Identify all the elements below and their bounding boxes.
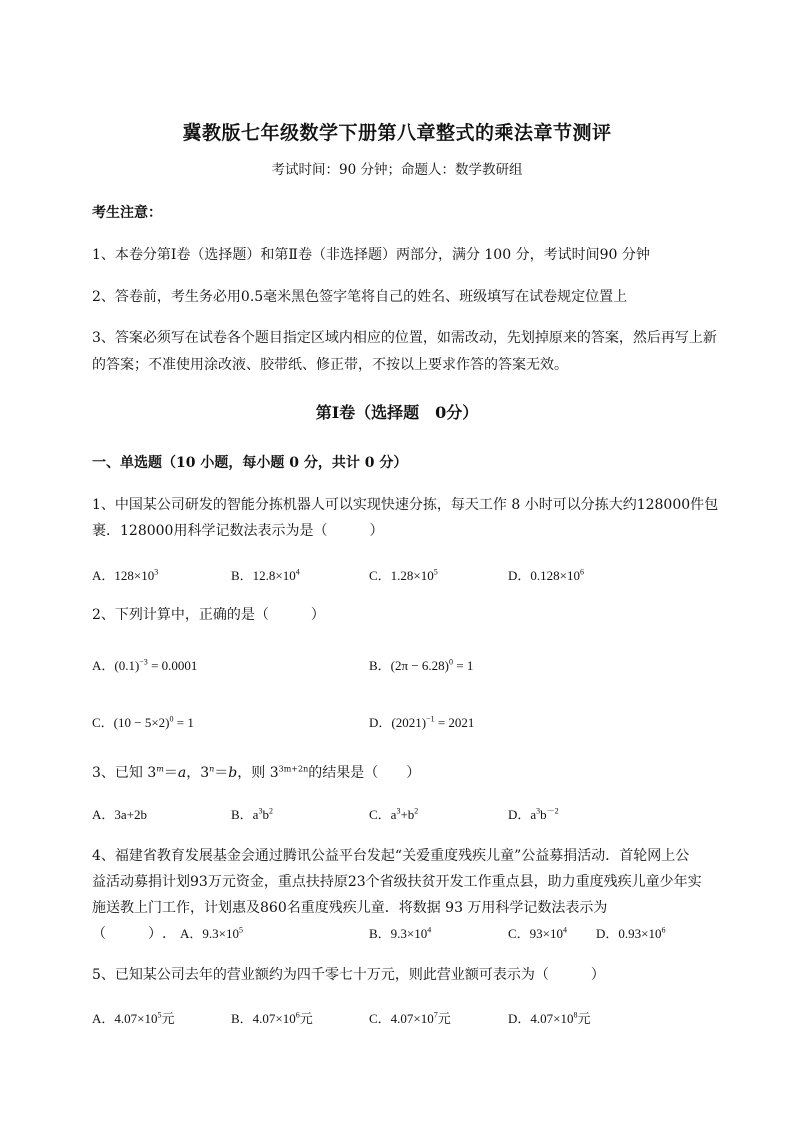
note-3: 3、答案必须写在试卷各个题目指定区域内相应的位置，如需改动，先划掉原来的答案，然后再写上新 — [92, 330, 717, 346]
q4-option-c[interactable]: C．$93\times 10^4$ — [508, 925, 568, 941]
q2-stem: 2、下列计算中，正确的是（ ） — [92, 607, 325, 623]
page-title: 冀教版七年级数学下册第八章整式的乘法章节测评 — [182, 122, 612, 144]
q1-option-a[interactable]: A．$128\times 10^3$ — [92, 567, 159, 583]
q1-option-d[interactable]: D．$0.128\times 10^6$ — [508, 567, 584, 583]
q3-option-b[interactable]: B．$a^3b^2$ — [231, 806, 273, 822]
note-2: 2、答卷前，考生务必用0.5毫米黑色签字笔将自己的姓名、班级填写在试卷规定位置上 — [92, 289, 628, 305]
q5-option-a[interactable]: A．$4.07\times 10^5$元 — [92, 1010, 175, 1026]
q4-line-3: 施送教上门工作，计划惠及860名重度残疾儿童．将数据 93 万用科学记数法表示为 — [92, 900, 608, 916]
q1-option-c[interactable]: C．$1.28\times 10^5$ — [369, 567, 438, 583]
q4-answer-paren: （ ）. — [92, 926, 167, 942]
q3-option-c[interactable]: C．$a^3+b^2$ — [369, 806, 419, 822]
q5-option-d[interactable]: D．$4.07\times 10^8$元 — [508, 1010, 591, 1026]
note-1: 1、本卷分第Ⅰ卷（选择题）和第Ⅱ卷（非选择题）两部分，满分 100 分，考试时间90 分钟 — [92, 247, 650, 263]
q4-line-1: 4、福建省教育发展基金会通过腾讯公益平台发起“关爱重度残疾儿童”公益募捐活动．首轮网上公 — [92, 848, 690, 864]
q2-option-b[interactable]: B．$(2\pi - 6.28)^0 = 1$ — [369, 657, 474, 673]
q2-option-c[interactable]: C．$(10 - 5\times 2)^0 = 1$ — [92, 714, 194, 730]
q2-option-d[interactable]: D．$(2021)^{-1} = 2021$ — [369, 714, 475, 730]
q1-line-2: 裹．128000用科学记数法表示为是（ ） — [92, 523, 384, 539]
notes-heading: 考生注意： — [92, 205, 162, 221]
q3-stem: 3、已知 $3^m=a$，$3^n=b$，则 $3^{3m+2n}$的结果是（ ） — [92, 764, 421, 781]
q3-option-d[interactable]: D．$a^3b^{-2}$ — [508, 806, 559, 822]
q3-option-a[interactable]: A．3a+2b — [92, 807, 147, 822]
q5-stem: 5、已知某公司去年的营业额约为四千零七十万元，则此营业额可表示为（ ） — [92, 967, 605, 983]
q4-line-2: 益活动募捐计划93万元资金，重点扶持原23个省级扶贫开发工作重点县，助力重度残疾儿童少年实 — [92, 874, 702, 890]
section-title: 第Ⅰ卷（选择题 0分） — [315, 403, 479, 422]
q4-option-b[interactable]: B．$9.3\times 10^4$ — [369, 925, 432, 941]
q1-option-b[interactable]: B．$12.8\times 10^4$ — [231, 567, 300, 583]
q5-option-b[interactable]: B．$4.07\times 10^6$元 — [231, 1010, 313, 1026]
q5-option-c[interactable]: C．$4.07\times 10^7$元 — [369, 1010, 451, 1026]
q4-option-a[interactable]: A．$9.3\times 10^5$ — [180, 925, 243, 941]
note-3-cont: 的答案；不准使用涂改液、胶带纸、修正带，不按以上要求作答的答案无效。 — [92, 357, 568, 373]
page-subtitle: 考试时间：90 分钟；命题人：数学教研组 — [271, 162, 523, 178]
q2-option-a[interactable]: A．$(0.1)^{-3} = 0.0001$ — [92, 657, 198, 673]
part-heading: 一、单选题（10 小题，每小题 0 分，共计 0 分） — [92, 455, 408, 471]
q4-option-d[interactable]: D．$0.93\times 10^6$ — [596, 925, 666, 941]
q1-line-1: 1、中国某公司研发的智能分拣机器人可以实现快速分拣，每天工作 8 小时可以分拣大约128000件包 — [92, 497, 719, 513]
